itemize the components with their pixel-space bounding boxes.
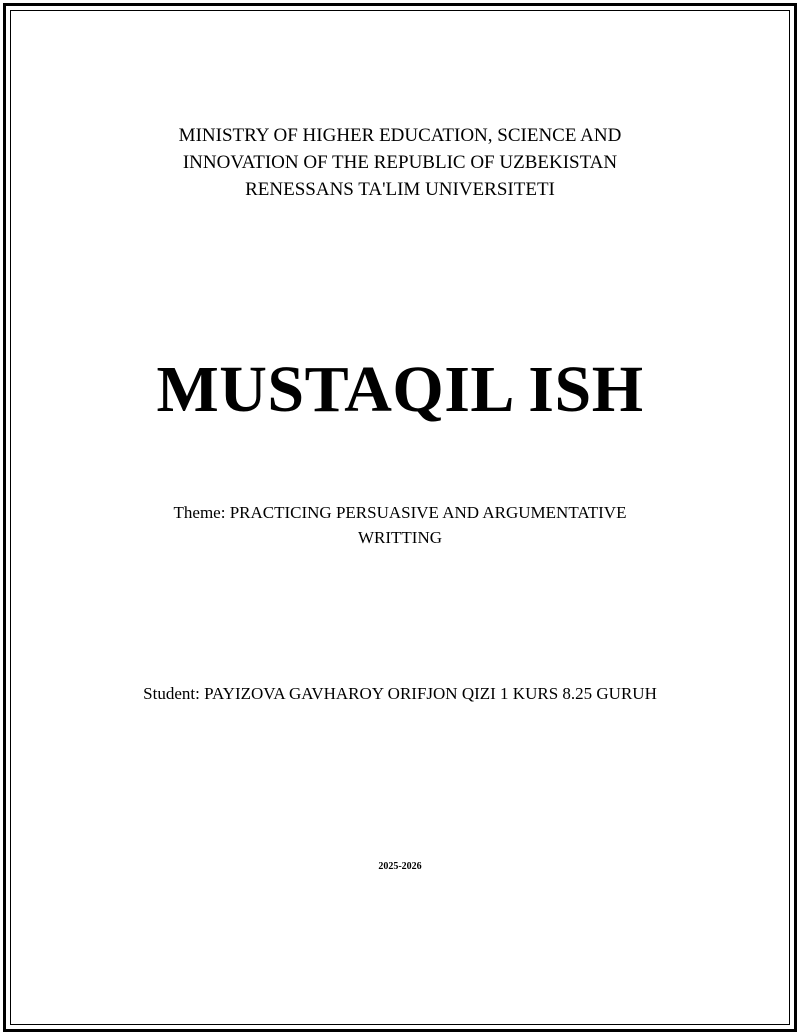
header-line-1: MINISTRY OF HIGHER EDUCATION, SCIENCE AND <box>178 125 622 146</box>
header-line-3: RENESSANS TA'LIM UNIVERSITETI <box>245 179 555 200</box>
theme-line-1: Theme: PRACTICING PERSUASIVE AND ARGUMENTATIVE <box>173 503 627 522</box>
header-line-2: INNOVATION OF THE REPUBLIC OF UZBEKISTAN <box>182 152 618 173</box>
academic-year: 2025-2026 <box>378 861 422 872</box>
institution-header <box>0 122 800 203</box>
document-title: MUSTAQIL ISH <box>156 353 644 426</box>
student-line: Student: PAYIZOVA GAVHAROY ORIFJON QIZI 1 KURS 8.25 GURUH <box>143 684 657 703</box>
theme-line-2: WRITTING <box>357 528 443 547</box>
theme-block <box>0 500 800 550</box>
